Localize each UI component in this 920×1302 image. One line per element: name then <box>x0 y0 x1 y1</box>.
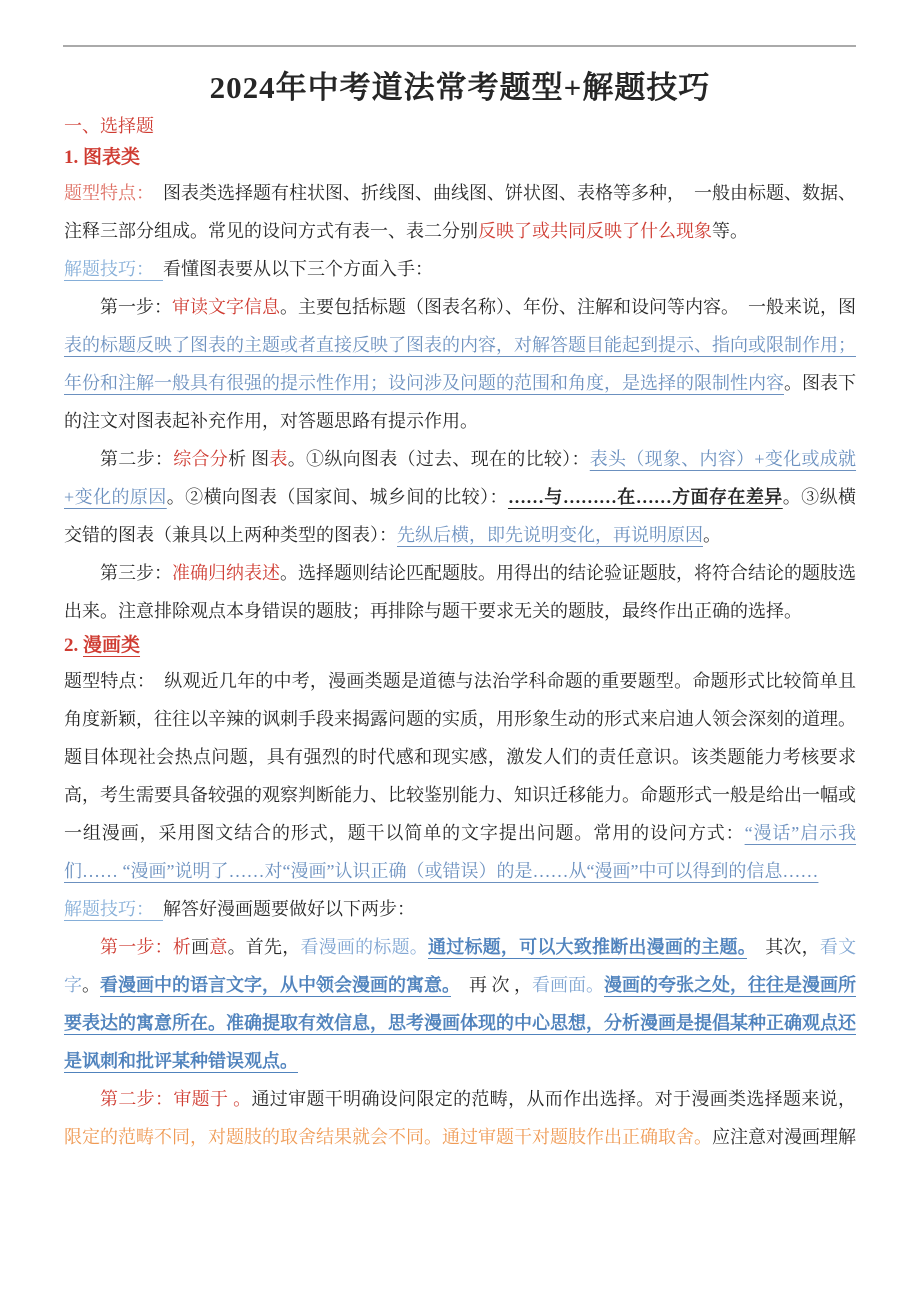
p-type-2-run-1: 纵观近几年的中考，漫画类题是道德与法治学科命题的重要题型。命题形式比较简单且角度新颖，往往以辛辣的讽刺手段来揭露问题的实质，用形象生动的形式来启迪人领会深刻的道理。题目体现社会热点问题，具有强烈的时代感和现实感，激发人们的责任意识。该类题能力考核要求高，考生需要具备较强的观察判断能力、比较鉴别能力、知识迁移能力。命题形式一般是给出一幅或一组漫画，采用图文结合的形式，题干以简单的文字提出问题。常用的设问方式： <box>64 671 856 843</box>
p-technique-2-run-0: 解题技巧： <box>64 899 163 919</box>
p-step2-1-run-6: 。②横向图表（国家间、城乡间的比较）： <box>166 487 508 507</box>
p-step2-1-run-4: 。①纵向图表（过去、现在的比较）： <box>287 449 590 469</box>
p-step2-1-run-0: 第二步： <box>100 449 174 469</box>
p-step3-1-run-2: 。选择题则结论匹配题肢。用得出的结论验证题肢，将符合结论的题肢选出来。注意排除观点本身错误的题肢；再排除与题干要求无关的题肢，最终作出正确的选择。 <box>64 563 856 621</box>
p-step2-1-run-1: 综合分 <box>173 449 229 469</box>
p-step1-2-run-0: 第一步：析 <box>100 937 192 957</box>
p-technique-2-run-1: 解答好漫画题要做好以下两步： <box>163 899 415 919</box>
p-type-2-run-2: “漫话”启示我们…… “漫画”说明了……对“漫画”认识正确（或错误）的是……从“漫画”中可以得到的信息…… <box>64 823 857 881</box>
subsection-1-heading <box>64 142 856 174</box>
p-step1-2-run-7: 看文字 <box>64 937 857 995</box>
page-title-run-0: 2024年中考道法常考题型+解题技巧 <box>209 70 711 105</box>
p-type-1-run-0: 题型特点： <box>64 183 145 203</box>
p-type-1-run-3: 等。 <box>712 221 748 241</box>
p-step2-2-run-3: 应注意对漫画理解 <box>712 1127 856 1147</box>
p-step3-1-run-0: 第三步： <box>100 563 172 583</box>
p-step1-2-run-5: 通过标题，可以大致推断出漫画的主题。 <box>428 937 747 957</box>
p-type-2-run-0: 题型特点： <box>64 671 147 691</box>
p-step1-1 <box>64 288 856 440</box>
section-1-heading <box>64 110 856 142</box>
p-technique-1-run-0: 解题技巧： <box>64 259 163 279</box>
p-step1-2-run-11: 看画面。 <box>532 975 604 995</box>
page-title <box>64 66 856 110</box>
p-step2-1-run-9: 先纵后横，即先说明变化，再说明原因 <box>397 525 703 545</box>
subsection-2-heading-run-0: 2. <box>64 635 83 656</box>
p-technique-1 <box>64 250 856 288</box>
document-content <box>64 58 856 1156</box>
p-step2-2-run-2: 限定的范畴不同，对题肢的取舍结果就会不同。通过审题干对题肢作出正确取舍。 <box>64 1127 712 1147</box>
p-step3-1-run-1: 准确归纳表述 <box>172 563 280 583</box>
p-step2-1-run-2: 析 图 <box>228 449 270 469</box>
p-step1-2-run-6: 其次， <box>746 937 820 957</box>
p-step1-2-run-12: 漫画的夸张之处，往往是漫画所要表达的寓意所在。准确提取有效信息，思考漫画体现的中心思想，分析漫画是提倡某种正确观点还是讽刺和批评某种错误观点。 <box>64 975 856 1071</box>
p-step2-2-run-1: 通过审题干明确设问限定的范畴，从而作出选择。对于漫画类选择题来说， <box>251 1089 857 1109</box>
section-1-heading-run-0: 一、选择题 <box>64 116 154 136</box>
subsection-2-heading-run-1: 漫画类 <box>83 635 141 656</box>
p-step2-1-run-8: 。③纵横交错的图表（兼具以上两种类型的图表）： <box>64 487 857 545</box>
p-step1-1-run-2: 。主要包括标题（图表名称）、年份、注解和设问等内容。 一般来说，图 <box>280 297 856 317</box>
p-step2-1-run-3: 表 <box>269 449 288 469</box>
p-step1-1-run-1: 审读文字信息 <box>172 297 280 317</box>
p-step1-2-run-2: 意 <box>209 937 228 957</box>
p-type-1-run-1: 图表类选择题有柱状图、折线图、曲线图、饼状图、表格等多种， 一般由标题、数据、注释三部分组成。常见的设问方式有表一、表二分别 <box>64 183 856 241</box>
p-step2-1 <box>64 440 856 554</box>
p-step1-2-run-4: 看漫画的标题。 <box>300 937 429 957</box>
p-step2-1-run-10: 。 <box>703 525 721 545</box>
p-step2-2 <box>64 1080 856 1156</box>
p-step1-2-run-8: 。 <box>82 975 100 995</box>
p-step3-1 <box>64 554 856 630</box>
p-step1-1-run-0: 第一步： <box>100 297 172 317</box>
p-type-1-run-2: 反映了或共同反映了什么现象 <box>478 221 712 241</box>
p-step2-1-run-7: ……与………在……方面存在差异 <box>507 487 783 507</box>
subsection-1-heading-run-0: 1. 图表类 <box>64 147 141 168</box>
p-type-2 <box>64 662 856 890</box>
p-technique-1-run-1: 看懂图表要从以下三个方面入手： <box>163 259 433 279</box>
subsection-2-heading <box>64 630 856 662</box>
p-step1-2-run-3: 。首先， <box>227 937 301 957</box>
p-step1-2 <box>64 928 856 1080</box>
p-step2-1-run-5: 表头（现象、内容）+变化或成就+变化的原因 <box>64 449 857 507</box>
header-separator-line <box>63 45 856 47</box>
p-step1-1-run-4: 。图表下的注文对图表起补充作用，对答题思路有提示作用。 <box>64 373 856 431</box>
p-technique-2 <box>64 890 856 928</box>
p-step2-2-run-0: 第二步：审题于 。 <box>100 1089 252 1109</box>
p-step1-2-run-1: 画 <box>191 937 210 957</box>
p-step1-2-run-10: 再 次 ， <box>451 975 532 995</box>
p-type-1 <box>64 174 856 250</box>
p-step1-1-run-3: 表的标题反映了图表的主题或者直接反映了图表的内容，对解答题目能起到提示、指向或限制作用；年份和注解一般具有很强的提示性作用；设问涉及问题的范围和角度，是选择的限制性内容 <box>64 335 856 393</box>
p-step1-2-run-9: 看漫画中的语言文字，从中领会漫画的寓意。 <box>100 975 451 995</box>
